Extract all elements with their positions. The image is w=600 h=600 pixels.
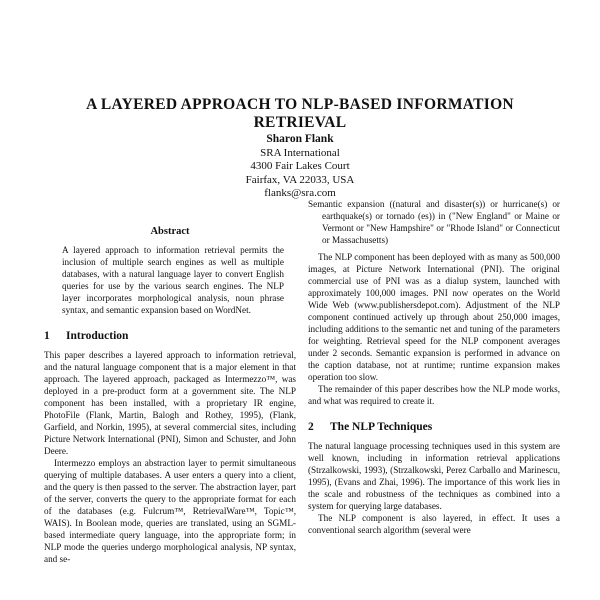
abstract-heading: Abstract bbox=[150, 226, 190, 237]
section-number: 2 bbox=[308, 421, 314, 433]
nlp-paragraph-1: The natural language processing techniques used in this system are well known, including in information retrieval applications (Strzalkowski, 1993), (Strzalkowski, Perez Carballo and Marinescu, 1995), (Evans and Zhai, 1996). The importance of this work lies in the scale and robustness of the techniques as combined into a system for querying large databases. bbox=[308, 441, 560, 511]
author-email: flanks@sra.com bbox=[264, 187, 336, 199]
intro-paragraph-1: This paper describes a layered approach to information retrieval, and the natural language component that is a major element in that approach. The layered approach, packaged as Intermezzo™, was deployed in a pre-product form at a government site. The NLP component has been installed, with a proprietary IR engine, PhotoFile (Flank, Martin, Balogh and Rothey, 1995), (Flank, Garfield, and Norkin, 1995), at several commercial sites, including Picture Network International (PNI), Simon and Schuster, and John Deere. bbox=[44, 350, 296, 456]
left-column bbox=[44, 226, 296, 565]
section-title: The NLP Techniques bbox=[330, 421, 433, 433]
deployment-paragraph: The NLP component has been deployed with as many as 500,000 images, at Picture Network International (PNI). The original commercial use of PNI was as a dialup system, launched with approximately 100,000 images. PNI now operates on the World Wide Web (www.publishersdepot.com). Adjustment of the NLP component continued actively up through about 250,000 images, including additions to the semantic net and tuning of the parameters for weighting. Retrieval speed for the NLP component averages under 2 seconds. Semantic expansion is performed in advance on the caption database, not at runtime; runtime expansion makes operation too slow. bbox=[308, 252, 560, 382]
section-heading-introduction bbox=[44, 330, 296, 342]
section-number: 1 bbox=[44, 330, 50, 342]
title-line-2: RETRIEVAL bbox=[253, 114, 347, 131]
title-line-1: A LAYERED APPROACH TO NLP-BASED INFORMATION bbox=[86, 96, 514, 113]
author-affiliation: SRA International bbox=[260, 146, 340, 159]
nlp-paragraph-2: The NLP component is also layered, in effect. It uses a conventional search algorithm (several were bbox=[308, 513, 560, 535]
author-block bbox=[150, 133, 450, 201]
paper-title bbox=[60, 96, 540, 132]
remainder-paragraph: The remainder of this paper describes how the NLP mode works, and what was required to create it. bbox=[308, 384, 560, 406]
section-heading-nlp-techniques bbox=[308, 421, 560, 433]
intro-paragraph-2: Intermezzo employs an abstraction layer to permit simultaneous querying of multiple databases. A user enters a query into a client, and the query is then passed to the server. The abstraction layer, part of the server, converts the query to the appropriate format for each of the databases (e.g. Fulcrum™, RetrievalWare™, Topic™, WAIS). In Boolean mode, queries are translated, using an SGML-based intermediate query language, into the appropriate form; in NLP mode the queries undergo morphological analysis, NP syntax, and se- bbox=[44, 458, 296, 564]
author-address-1: 4300 Fair Lakes Court bbox=[250, 160, 350, 172]
section-title: Introduction bbox=[66, 330, 129, 342]
abstract-text: A layered approach to information retrieval permits the inclusion of multiple search engines as well as multiple databases, with a natural language layer to convert English queries for use by the various search engines. The NLP layer incorporates morphological analysis, noun phrase syntax, and semantic expansion based on WordNet. bbox=[62, 245, 284, 315]
right-column bbox=[308, 198, 560, 536]
author-address-2: Fairfax, VA 22033, USA bbox=[245, 173, 355, 186]
author-name: Sharon Flank bbox=[266, 133, 334, 145]
semantic-expansion-example: Semantic expansion ((natural and disaster(s)) or hurricane(s) or earthquake(s) or tornado (es)) in ("New England" or Maine or Vermont or "New Hampshire" or "Rhode Island" or Connecticut or Massachusetts) bbox=[308, 199, 560, 245]
